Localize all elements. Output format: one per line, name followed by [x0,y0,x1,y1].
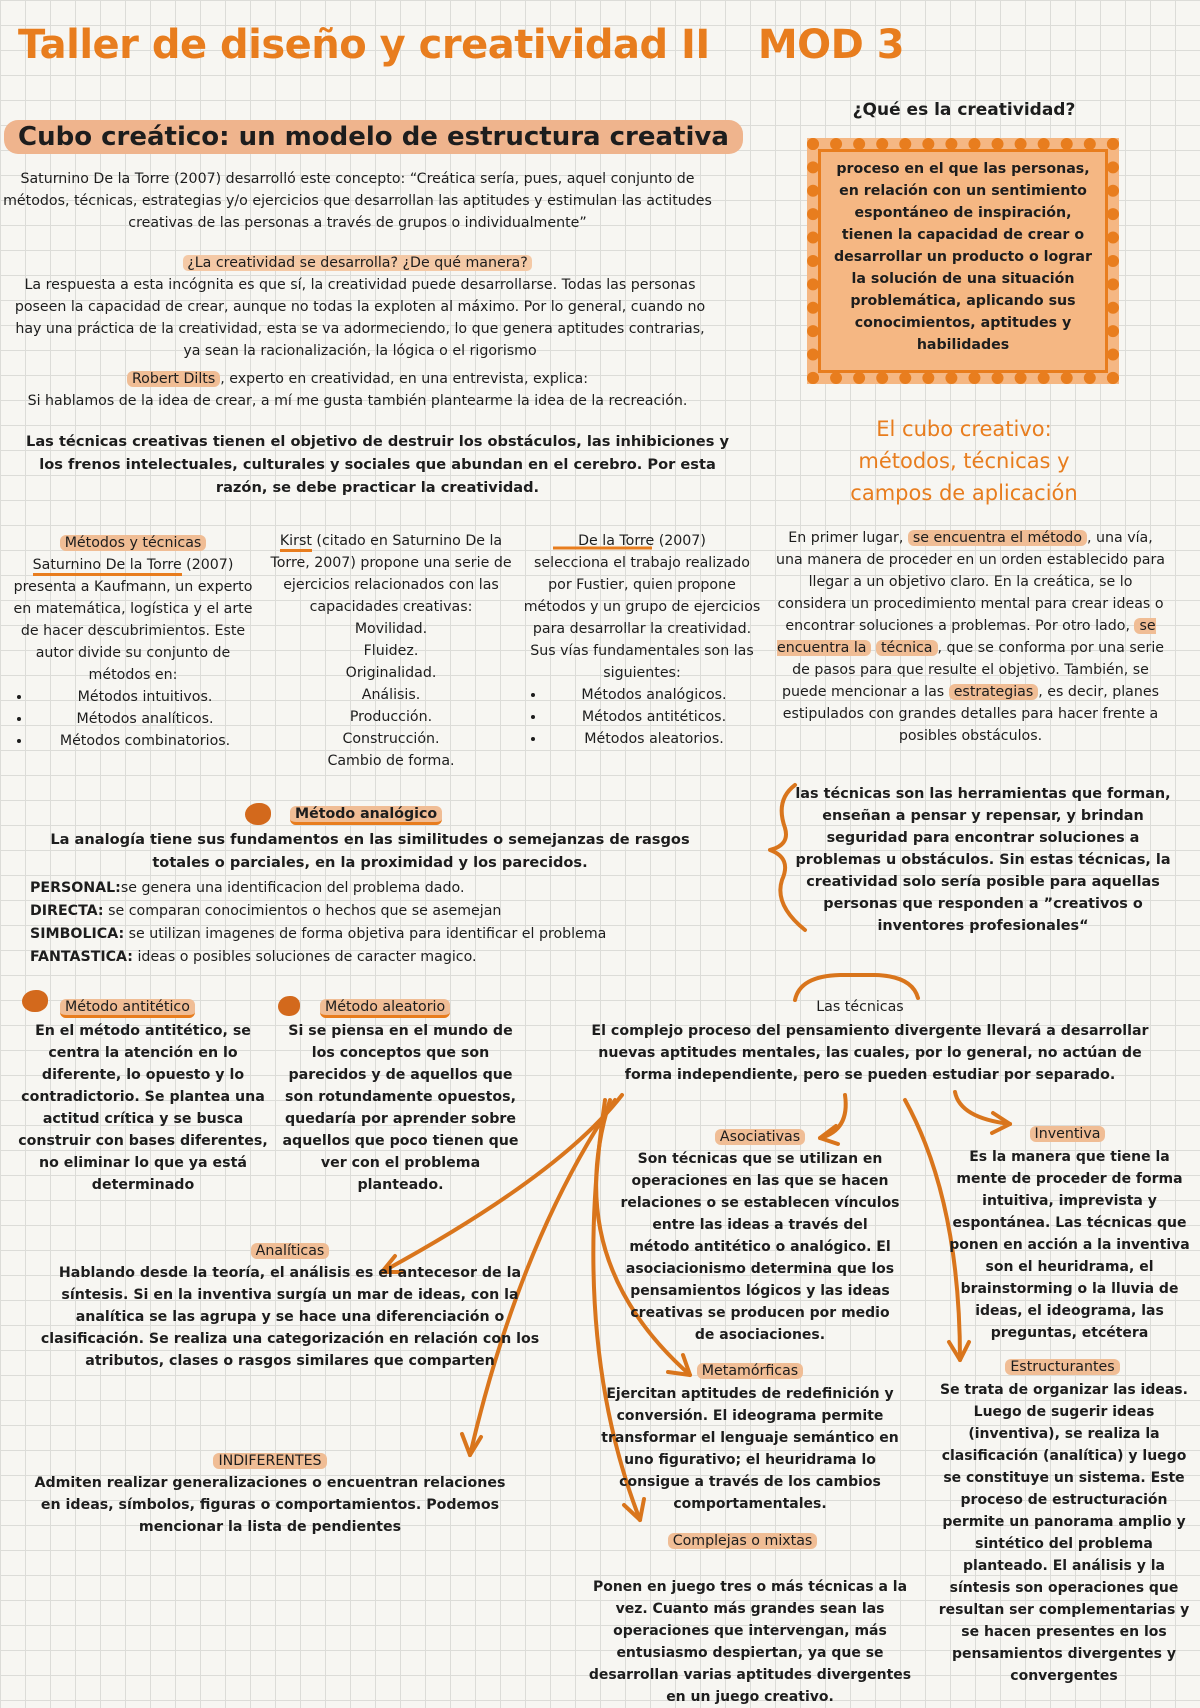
page-title [18,22,904,68]
analiticas-title: Analíticas [251,1243,330,1259]
indiferentes-text: Admiten realizar generalizaciones o encuentran relaciones en ideas, símbolos, figuras o comportamientos. Podemos mencionar la lista de pendientes [34,1475,506,1535]
hl-metodo: se encuentra el método [908,530,1087,546]
dilts-line [0,368,715,390]
row-text: se utilizan imagenes de forma objetiva para identificar el problema [124,926,607,942]
aleatorio-text: Si se piensa en el mundo de los conceptos que son parecidos y de aquellos que son rotundamente opuestos, quedaría por aprender sobre aquellos que poco tienen que ver con el problema planteado. [282,1023,519,1193]
row-text: ideas o posibles soluciones de caracter magico. [132,949,477,965]
estructurantes-text: Se trata de organizar las ideas. Luego de sugerir ideas (inventiva), se realiza la clasificación (analítica) y luego se constituye un sistema. Este proceso de estructuración permite un panorama amplio y sintético del problema planteado. El análisis y la síntesis son operaciones que resultan ser complementarias y se hacen presentes en los pensamientos divergentes y convergentes [938,1382,1190,1684]
list-item: Análisis. [361,687,421,703]
estructurantes-title: Estructurantes [1005,1359,1119,1375]
torre-text: selecciona el trabajo realizado por Fustier, quien propone métodos y un grupo de ejercicios para desarrollar la creatividad. Sus vías fundamentales son las siguientes: [523,555,761,681]
row-label: DIRECTA: [30,903,104,919]
list-item: • Métodos analógicos. [546,684,762,706]
row-text: se genera una identificacion del problema dado. [120,880,465,896]
kirst-column [262,530,520,772]
indiferentes-title: INDIFERENTES [213,1453,326,1469]
list-item: Producción. [349,709,433,725]
torre-column [522,530,762,750]
p-a: En primer lugar, [788,530,908,546]
bullet-blob-icon [278,996,300,1016]
inventiva-title-wrap [940,1123,1195,1145]
analogico-intro: La analogía tiene sus fundamentos en las similitudes o semejanzas de rasgos totales o parciales, en la proximidad y los parecidos. [50,831,690,871]
list-item: Originalidad. [345,665,437,681]
estructurantes-title-wrap [975,1356,1150,1378]
dilts-quote: Si hablamos de la idea de crear, a mí me gusta también plantearme la idea de la recreación. [27,393,688,409]
que-es-question: ¿Qué es la creatividad? [852,100,1076,120]
complejas-text: Ponen en juego tres o más técnicas a la vez. Cuanto más grandes sean las operaciones que intervengan, más entusiasmo despiertan, ya que se desarrollan varias aptitudes divergentes en un juego creativo. [588,1579,912,1705]
analogico-title-wrap [290,803,442,825]
metamorficas-title-wrap [600,1360,900,1382]
torre-author: De la Torre [578,533,655,549]
antitetico-title-wrap [60,996,195,1018]
hl-tecnica-1: se encuentra la [777,618,1156,656]
complejas-title: Complejas o mixtas [668,1533,818,1549]
cubo-creativo-title-line-1: El cubo creativo: [876,417,1052,441]
metamorficas-text: Ejercitan aptitudes de redefinición y conversión. El ideograma permite transformar el lenguaje semántico en uno figurativo; el heuridrama lo consigue a través de los cambios comportamentales. [601,1386,899,1512]
list-item: • Métodos antitéticos. [546,706,762,728]
aleatorio-title: Método aleatorio [320,999,450,1018]
kirst-author: Kirst [280,533,312,552]
cubo-creativo-paragraph [773,527,1168,747]
analogico-row [30,923,730,946]
list-item: • Métodos aleatorios. [546,728,762,750]
asociativas-title-wrap [620,1126,900,1148]
analiticas-title-wrap [230,1240,350,1262]
asociativas-title: Asociativas [715,1129,805,1145]
aleatorio-title-wrap [320,996,450,1018]
metamorficas-title: Metamórficas [697,1363,803,1379]
cubo-question: ¿La creatividad se desarrolla? ¿De qué manera? [183,255,532,271]
tecnicas-definition: las técnicas son las herramientas que forman, enseñan a pensar y repensar, y brindan seguridad para encontrar soluciones a problemas u obstáculos. Sin estas técnicas, la creatividad solo sería posible para aquellas personas que responden a ”creativos o inventores profesionales“ [795,786,1171,934]
antitetico-text: En el método antitético, se centra la atención en lo diferente, lo opuesto y lo contradictorio. Se plantea una actitud crítica y se busca construir con bases diferentes, no eliminar lo que ya está determinado [18,1023,268,1193]
analogico-row [30,877,730,900]
hl-estrategias: estrategias [949,684,1039,700]
bullet-blob-icon [22,990,48,1012]
inventiva-title: Inventiva [1030,1126,1106,1142]
cubo-question-wrap [0,252,715,274]
row-label: FANTASTICA: [30,949,133,965]
tecnicas-title: Las técnicas [816,999,904,1015]
list-item: • Métodos combinatorios. [32,730,258,752]
creatividad-definition: proceso en el que las personas, en relación con un sentimiento espontáneo de inspiración, tienen la capacidad de crear o desarrollar un producto o lograr la solución de una situación problemática, aplicando sus conocimientos, aptitudes y habilidades [834,161,1092,353]
cubo-creativo-title-line-3: campos de aplicación [850,481,1078,505]
list-item: Construcción. [342,731,440,747]
analogico-row [30,900,730,923]
p-d: , es decir, planes estipulados con grandes detalles para hacer frente a posibles obstáculos. [782,684,1159,744]
analogico-rows [30,877,730,969]
antitetico-title: Método antitético [60,999,195,1018]
bullet-blob-icon [245,803,271,825]
analiticas-text: Hablando desde la teoría, el análisis es el antecesor de la síntesis. Si en la inventiva surgía un mar de ideas, con la analítica se las agrupa y se hace una diferenciación o clasificación. Se realiza una categorización en relación con los atributos, clases o rasgos similares que comparten [40,1265,540,1369]
title-text: Taller de diseño y creatividad II [18,22,710,68]
indiferentes-title-wrap [195,1450,345,1472]
techniques-goal: Las técnicas creativas tienen el objetivo de destruir los obstáculos, las inhibiciones y los frenos intelectuales, culturales y sociales que abundan en el cerebro. Por esta razón, se debe practicar la creatividad. [26,433,729,496]
metodos-title: Métodos y técnicas [60,535,207,551]
metodos-author-year: (2007) [181,557,234,573]
torre-author-year: (2007) [654,533,706,549]
metodos-text: presenta a Kaufmann, un experto en matemática, logística y el arte de hacer descubrimientos. Este autor divide su conjunto de métodos en: [13,579,253,683]
module-label: MOD 3 [757,22,905,68]
cubo-intro: Saturnino De la Torre (2007) desarrolló este concepto: “Creática sería, pues, aquel conjunto de métodos, técnicas, estrategias y/o ejercicios que desarrollan las aptitudes y estimulan las actitudes creativas de las personas a través de grupos o individualmente” [3,171,712,231]
row-label: SIMBOLICA: [30,926,125,942]
complejas-title-wrap [640,1530,845,1552]
metodos-list [8,686,258,752]
cubo-section-title: Cubo creático: un modelo de estructura creativa [4,120,743,154]
tecnicas-text: El complejo proceso del pensamiento divergente llevará a desarrollar nuevas aptitudes mentales, las cuales, por lo general, no actúan de forma independiente, pero se pueden estudiar por separado. [591,1023,1149,1083]
list-item: • Métodos intuitivos. [32,686,258,708]
list-item: Fluidez. [363,643,419,659]
cubo-answer: La respuesta a esta incógnita es que sí, la creatividad puede desarrollarse. Todas las personas poseen la capacidad de crear, aunque no todas la exploten al máximo. Por lo general, cuando no hay una práctica de la creatividad, esta se va adormeciendo, lo que genera aptitudes contrarias, ya sean la racionalización, la lógica o el rigorismo [14,277,706,359]
analogico-row [30,946,730,969]
list-item: Cambio de forma. [327,753,455,769]
cubo-creativo-title [808,413,1120,509]
row-label: PERSONAL: [30,880,121,896]
dilts-rest: , experto en creatividad, en una entrevista, explica: [220,371,589,387]
inventiva-text: Es la manera que tiene la mente de proceder de forma intuitiva, imprevista y espontánea. Las técnicas que ponen en acción a la inventiva son el heuridrama, el brainstorming o la lluvia de ideas, el ideograma, las preguntas, etcétera [949,1149,1190,1341]
metodos-author: Saturnino De la Torre [33,557,182,576]
dilts-name: Robert Dilts [127,371,220,387]
list-item: • Métodos analíticos. [32,708,258,730]
torre-list [522,684,762,750]
hl-tecnica-2: técnica [876,640,938,656]
analogico-title: Método analógico [290,806,442,825]
row-text: se comparan conocimientos o hechos que se asemejan [103,903,502,919]
kirst-text: (citado en Saturnino De la Torre, 2007) propone una serie de ejercicios relacionados con las capacidades creativas: [270,533,512,615]
list-item: Movilidad. [354,621,428,637]
asociativas-text: Son técnicas que se utilizan en operaciones en las que se hacen relaciones o se establecen vínculos entre las ideas a través del método antitético o analógico. El asociacionismo determina que los pensamientos lógicos y las ideas creativas se producen por medio de asociaciones. [620,1151,900,1343]
p-c: , que se conforma por una serie de pasos para que resulte el objetivo. También, se puede mencionar a las [782,640,1164,700]
metodos-column [8,532,258,752]
cubo-creativo-title-line-2: métodos, técnicas y [858,449,1070,473]
p-b: , una vía, una manera de proceder en un orden establecido para llegar a un objetivo claro. En la creática, se lo considera un procedimiento mental para crear ideas o encontrar soluciones a problemas. Por otro lado, [776,530,1165,634]
